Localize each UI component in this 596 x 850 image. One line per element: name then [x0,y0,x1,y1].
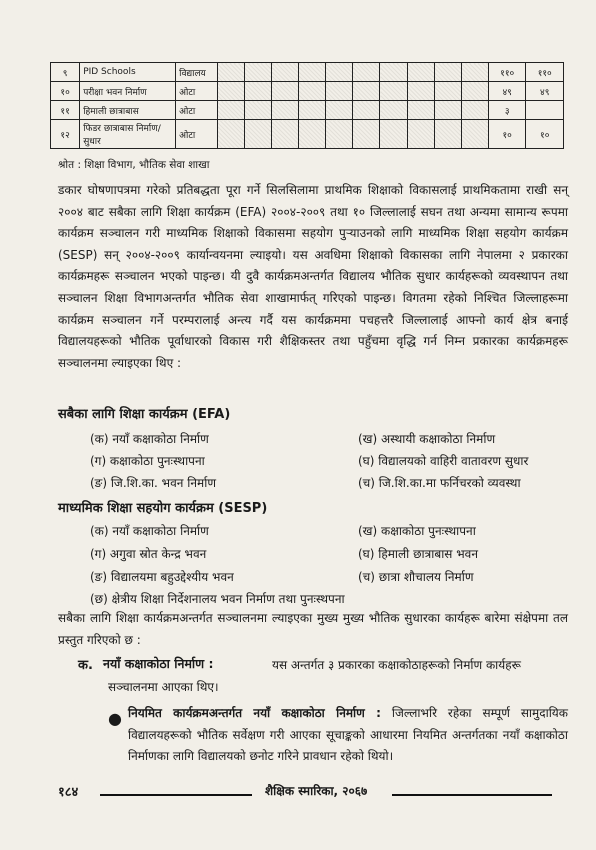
page-number: १८४ [58,785,79,800]
program-name-cell: परीक्षा भवन निर्माण [80,82,176,101]
shaded-cell [434,101,461,120]
sesp-item: (घ) हिमाली छात्राबास भवन [358,547,478,561]
shaded-cell [244,120,271,149]
efa-item: (च) जि.शि.का.मा फर्निचरको व्यवस्था [358,476,521,490]
shaded-cell [326,120,353,149]
efa-item: (घ) विद्यालयको वाहिरी वातावरण सुधार [358,454,529,468]
unit-cell: ओटा [176,101,218,120]
program-name-cell: हिमाली छात्राबास [80,101,176,120]
footer-rule-right [392,794,552,796]
program-name-cell: फिडर छात्राबास निर्माण/सुधार [80,120,176,149]
shaded-cell [380,101,407,120]
shaded-cell [461,63,488,82]
shaded-cell [217,63,244,82]
shaded-cell [272,82,299,101]
row-number-cell: ११ [51,101,80,120]
shaded-cell [299,120,326,149]
shaded-cell [380,63,407,82]
physical-facilities-table [50,62,564,149]
unit-cell: ओटा [176,120,218,149]
shaded-cell [217,120,244,149]
section-ka-text: यस अन्तर्गत ३ प्रकारका कक्षाकोठाहरूको निर्माण कार्यहरू [272,658,521,672]
table-row [51,101,564,120]
shaded-cell [353,120,380,149]
bullet-icon: ● [108,709,122,728]
shaded-cell [380,120,407,149]
shaded-cell [299,82,326,101]
shaded-cell [272,101,299,120]
shaded-cell [434,63,461,82]
shaded-cell [461,120,488,149]
achievement-cell: ११० [526,63,564,82]
shaded-cell [407,101,434,120]
shaded-cell [380,82,407,101]
shaded-cell [353,101,380,120]
shaded-cell [434,120,461,149]
achievement-cell: ४९ [526,82,564,101]
shaded-cell [299,63,326,82]
shaded-cell [272,63,299,82]
summary-paragraph: सबैका लागि शिक्षा कार्यक्रमअन्तर्गत सञ्चालनमा ल्याइएका मुख्य मुख्य भौतिक सुधारका कार्यहरू बारेमा संक्षेपमा तल प्रस्तुत गरिएको छ : [58,611,568,647]
unit-cell: ओटा [176,82,218,101]
sesp-item: (ख) कक्षाकोठा पुनःस्थापना [358,524,476,538]
efa-item: (ख) अस्थायी कक्षाकोठा निर्माण [358,432,496,446]
shaded-cell [326,101,353,120]
sesp-heading: माध्यमिक शिक्षा सहयोग कार्यक्रम (SESP) [58,501,268,516]
shaded-cell [326,63,353,82]
footer-rule-left [100,794,252,796]
achievement-cell: १० [526,120,564,149]
unit-cell: विद्यालय [176,63,218,82]
sesp-item: (ग) अगुवा स्रोत केन्द्र भवन [90,547,207,561]
bullet-paragraph [128,703,568,768]
row-number-cell: १० [51,82,80,101]
section-ka-text: सञ्चालनमा आएका थिए। [108,680,219,694]
table-row [51,120,564,149]
shaded-cell [461,82,488,101]
bullet-text: जिल्लाभरि रहेका सम्पूर्ण सामुदायिक विद्यालयहरूको भौतिक सर्वेक्षण गरी आएका सूचाङ्कको आधारमा नियमित अन्तर्गतका नयाँ कक्षाकोठा निर्माणका लागि विद्यालयको छनोट गरिने प्रावधान रहेको थियो। [128,706,568,764]
sesp-item: (क) नयाँ कक्षाकोठा निर्माण [90,524,209,538]
program-name-cell: PID Schools [80,63,176,82]
target-cell: ११० [488,63,526,82]
target-cell: ४९ [488,82,526,101]
bullet-title: नियमित कार्यक्रमअन्तर्गत नयाँ कक्षाकोठा निर्माण : [128,706,381,720]
target-cell: १० [488,120,526,149]
shaded-cell [461,101,488,120]
sesp-item: (ङ) विद्यालयमा बहुउद्देश्यीय भवन [90,570,234,584]
table-row [51,82,564,101]
shaded-cell [407,120,434,149]
efa-item: (क) नयाँ कक्षाकोठा निर्माण [90,432,209,446]
efa-item: (ग) कक्षाकोठा पुनःस्थापना [90,454,205,468]
shaded-cell [407,63,434,82]
target-cell: ३ [488,101,526,120]
efa-item: (ङ) जि.शि.का. भवन निर्माण [90,476,216,490]
efa-heading: सबैका लागि शिक्षा कार्यक्रम (EFA) [58,407,231,422]
shaded-cell [434,82,461,101]
shaded-cell [353,82,380,101]
shaded-cell [244,101,271,120]
shaded-cell [244,82,271,101]
row-number-cell: ९ [51,63,80,82]
shaded-cell [326,82,353,101]
shaded-cell [217,82,244,101]
shaded-cell [353,63,380,82]
sesp-item: (छ) क्षेत्रीय शिक्षा निर्देशनालय भवन निर्माण तथा पुनःस्थपना [90,592,345,606]
table-row [51,63,564,82]
footer-title: शैक्षिक स्मारिका, २०६७ [265,784,368,798]
section-ka-label: क. [78,658,93,673]
shaded-cell [272,120,299,149]
shaded-cell [299,101,326,120]
section-ka-title: नयाँ कक्षाकोठा निर्माण : [103,656,214,671]
shaded-cell [407,82,434,101]
shaded-cell [217,101,244,120]
achievement-cell [526,101,564,120]
sesp-item: (च) छात्रा शौचालय निर्माण [358,570,474,584]
table-source: श्रोत : शिक्षा विभाग, भौतिक सेवा शाखा [58,159,210,171]
row-number-cell: १२ [51,120,80,149]
intro-paragraph: डकार घोषणापत्रमा गरेको प्रतिबद्धता पूरा गर्ने सिलसिलामा प्राथमिक शिक्षाको विकासलाई प्राथमिकतामा राखी सन् २००४ बाट सबैका लागि शिक्षा कार्यक्रम (EFA) २००४-२००९ तथा १० जिल्लालाई सघन तथा अन्यमा सामान्य रूपमा कार्यक्रम सञ्चालन गरी माध्यमिक शिक्षाको विकासमा सहयोग पुऱ्याउनको लागि माध्यमिक शिक्षा सहयोग कार्यक्रम (SESP) सन् २००४-२००९ कार्यान्वयनमा ल्याइयो। यस अवधिमा शिक्षाको विकासका लागि नेपालमा २ प्रकारका कार्यक्रमहरू सञ्चालन भएको पाइन्छ। यी दुवै कार्यक्रमअन्तर्गत विद्यालय भौतिक सुधार कार्यहरूको व्यवस्थापन तथा सञ्चालन शिक्षा विभागअन्तर्गत भौतिक सेवा शाखामार्फत् गरिएको पाइन्छ। विगतमा रहेको निश्चित जिल्लाहरूमा कार्यक्रम सञ्चालन गर्ने परम्परालाई अन्त्य गर्दै यस कार्यक्रममा पचहत्तरै जिल्लालाई आफ्नो कार्य क्षेत्र बनाई विद्यालयहरूको भौतिक पूर्वाधारको विकास गरी शैक्षिकस्तर तथा पहुँचमा वृद्धि गर्न निम्न प्रकारका कार्यक्रमहरू सञ्चालनमा ल्याइएका थिए : [58,183,568,370]
shaded-cell [244,63,271,82]
